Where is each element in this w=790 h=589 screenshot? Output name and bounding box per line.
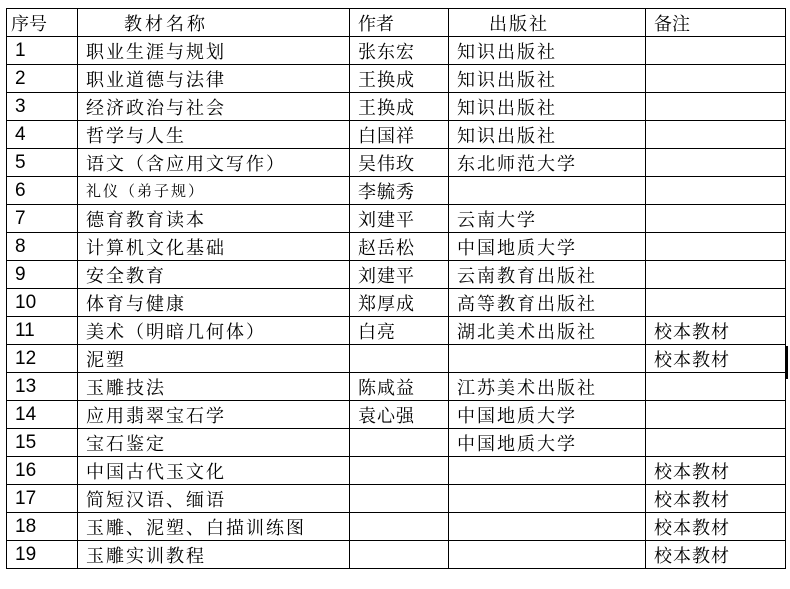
cell-seq: 14 (7, 401, 78, 429)
table-row (7, 37, 786, 65)
cell-author (350, 485, 449, 513)
cell-note: 校本教材 (646, 317, 786, 345)
cell-note (646, 121, 786, 149)
cell-author: 刘建平 (350, 205, 449, 233)
cell-seq: 5 (7, 149, 78, 177)
cell-publisher: 高等教育出版社 (449, 289, 646, 317)
table-row (7, 541, 786, 569)
table-row (7, 513, 786, 541)
cell-title: 玉雕、泥塑、白描训练图 (78, 513, 350, 541)
cell-seq: 11 (7, 317, 78, 345)
table-header-row (7, 9, 786, 37)
cell-note: 校本教材 (646, 513, 786, 541)
cell-title: 玉雕技法 (78, 373, 350, 401)
table-row (7, 289, 786, 317)
table-row (7, 177, 786, 205)
cell-publisher: 中国地质大学 (449, 429, 646, 457)
table-row (7, 457, 786, 485)
cell-title: 哲学与人生 (78, 121, 350, 149)
cell-seq: 16 (7, 457, 78, 485)
cell-publisher: 云南大学 (449, 205, 646, 233)
cell-publisher: 知识出版社 (449, 65, 646, 93)
cell-note (646, 233, 786, 261)
cell-author: 白亮 (350, 317, 449, 345)
cell-note: 校本教材 (646, 345, 786, 373)
cell-author: 刘建平 (350, 261, 449, 289)
cell-publisher: 中国地质大学 (449, 233, 646, 261)
cell-seq: 6 (7, 177, 78, 205)
cell-seq: 15 (7, 429, 78, 457)
cell-note (646, 65, 786, 93)
cell-publisher: 东北师范大学 (449, 149, 646, 177)
cell-publisher (449, 541, 646, 569)
cell-title: 经济政治与社会 (78, 93, 350, 121)
table-row (7, 261, 786, 289)
cell-note (646, 177, 786, 205)
table-body (7, 37, 786, 569)
cell-publisher: 云南教育出版社 (449, 261, 646, 289)
cell-publisher (449, 485, 646, 513)
table-row (7, 233, 786, 261)
cell-title: 体育与健康 (78, 289, 350, 317)
table-row (7, 317, 786, 345)
table-row (7, 205, 786, 233)
cell-title: 宝石鉴定 (78, 429, 350, 457)
cell-seq: 10 (7, 289, 78, 317)
table-row (7, 121, 786, 149)
cell-note (646, 289, 786, 317)
cell-seq: 12 (7, 345, 78, 373)
cell-seq: 9 (7, 261, 78, 289)
page-edge-mark (786, 346, 788, 379)
cell-author: 陈咸益 (350, 373, 449, 401)
cell-title: 简短汉语、缅语 (78, 485, 350, 513)
table-row (7, 429, 786, 457)
cell-seq: 17 (7, 485, 78, 513)
cell-author: 赵岳松 (350, 233, 449, 261)
cell-publisher (449, 457, 646, 485)
cell-author: 吴伟玫 (350, 149, 449, 177)
cell-author: 白国祥 (350, 121, 449, 149)
cell-title: 玉雕实训教程 (78, 541, 350, 569)
header-author: 作者 (350, 9, 449, 37)
cell-note (646, 401, 786, 429)
cell-seq: 1 (7, 37, 78, 65)
cell-author (350, 429, 449, 457)
cell-publisher (449, 345, 646, 373)
cell-author: 王换成 (350, 93, 449, 121)
cell-author: 王换成 (350, 65, 449, 93)
cell-author (350, 457, 449, 485)
cell-seq: 13 (7, 373, 78, 401)
cell-title: 中国古代玉文化 (78, 457, 350, 485)
cell-seq: 19 (7, 541, 78, 569)
cell-note (646, 205, 786, 233)
cell-title: 礼仪（弟子规） (78, 177, 350, 205)
cell-note: 校本教材 (646, 457, 786, 485)
header-title: 教材名称 (78, 9, 350, 37)
cell-title: 语文（含应用文写作） (78, 149, 350, 177)
textbook-table (6, 8, 786, 569)
cell-author (350, 541, 449, 569)
cell-publisher (449, 177, 646, 205)
cell-note (646, 373, 786, 401)
cell-note (646, 429, 786, 457)
cell-publisher: 湖北美术出版社 (449, 317, 646, 345)
cell-author (350, 513, 449, 541)
cell-note (646, 37, 786, 65)
cell-title: 安全教育 (78, 261, 350, 289)
cell-seq: 8 (7, 233, 78, 261)
cell-title: 德育教育读本 (78, 205, 350, 233)
cell-title: 职业生涯与规划 (78, 37, 350, 65)
table-row (7, 149, 786, 177)
table-row (7, 485, 786, 513)
cell-author: 李毓秀 (350, 177, 449, 205)
table-row (7, 373, 786, 401)
cell-publisher: 江苏美术出版社 (449, 373, 646, 401)
cell-title: 计算机文化基础 (78, 233, 350, 261)
cell-note: 校本教材 (646, 485, 786, 513)
cell-publisher: 中国地质大学 (449, 401, 646, 429)
cell-title: 泥塑 (78, 345, 350, 373)
cell-author: 张东宏 (350, 37, 449, 65)
cell-title: 应用翡翠宝石学 (78, 401, 350, 429)
cell-publisher: 知识出版社 (449, 93, 646, 121)
header-publisher: 出版社 (449, 9, 646, 37)
cell-note (646, 93, 786, 121)
cell-seq: 3 (7, 93, 78, 121)
header-note: 备注 (646, 9, 786, 37)
cell-note (646, 149, 786, 177)
cell-note: 校本教材 (646, 541, 786, 569)
cell-author (350, 345, 449, 373)
cell-title: 美术（明暗几何体） (78, 317, 350, 345)
table-row (7, 401, 786, 429)
cell-seq: 7 (7, 205, 78, 233)
cell-seq: 18 (7, 513, 78, 541)
cell-author: 袁心强 (350, 401, 449, 429)
cell-title: 职业道德与法律 (78, 65, 350, 93)
cell-publisher: 知识出版社 (449, 37, 646, 65)
cell-publisher (449, 513, 646, 541)
header-seq: 序号 (7, 9, 78, 37)
cell-seq: 2 (7, 65, 78, 93)
cell-publisher: 知识出版社 (449, 121, 646, 149)
table-row (7, 93, 786, 121)
table-row (7, 65, 786, 93)
cell-author: 郑厚成 (350, 289, 449, 317)
table-row (7, 345, 786, 373)
cell-seq: 4 (7, 121, 78, 149)
cell-note (646, 261, 786, 289)
